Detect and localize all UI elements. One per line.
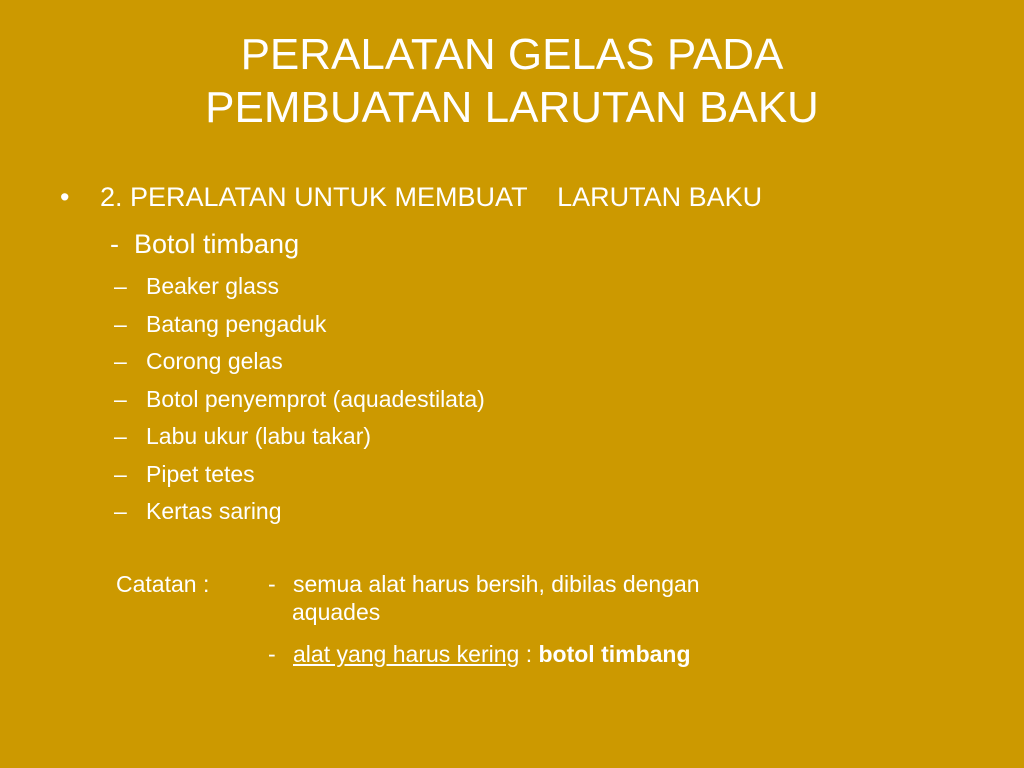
dash-icon: – (114, 460, 127, 487)
list-item (114, 456, 485, 494)
list-item (114, 343, 485, 381)
list-item (114, 381, 485, 419)
main-bullet (60, 180, 762, 214)
slide-title-line-1: PERALATAN GELAS PADA (240, 30, 784, 79)
note-label: Catatan : (116, 571, 210, 597)
note-line-1-text: semua alat harus bersih, dibilas dengan (293, 571, 700, 597)
list-item-label: Corong gelas (146, 348, 283, 374)
list-item-label: Beaker glass (146, 273, 279, 299)
list-item (114, 493, 485, 531)
note-line-2 (268, 640, 691, 668)
bullet-dot-icon: • (60, 182, 70, 212)
dash-icon: – (114, 273, 127, 299)
main-bullet-text: 2. PERALATAN UNTUK MEMBUAT LARUTAN BAKU (100, 182, 763, 212)
list-item-label: Kertas saring (146, 498, 282, 524)
slide-title (0, 28, 1024, 134)
equipment-list (114, 268, 485, 531)
dash-icon: – (114, 423, 127, 449)
list-item-label: Pipet tetes (146, 460, 255, 487)
note-dash: - (268, 641, 276, 667)
list-item (114, 306, 485, 344)
dash-icon: – (114, 498, 127, 524)
slide-title-line-2: PEMBUATAN LARUTAN BAKU (205, 83, 819, 132)
sub-item-botol-timbang: - Botol timbang (110, 229, 300, 259)
list-item-label: Labu ukur (labu takar) (146, 423, 372, 449)
note-underlined-text: alat yang harus kering (293, 641, 520, 667)
dash-icon: – (114, 310, 127, 337)
list-item-label: Botol penyemprot (aquadestilata) (146, 385, 485, 412)
list-item-label: Batang pengaduk (146, 310, 327, 337)
note-separator: : (519, 641, 539, 667)
list-item (114, 418, 485, 456)
note-dash: - (268, 571, 276, 597)
note-bold-text: botol timbang (538, 641, 691, 667)
note-line-1 (268, 570, 828, 626)
dash-icon: – (114, 385, 127, 412)
dash-icon: – (114, 348, 127, 374)
list-item (114, 268, 485, 306)
note-line-1-continuation: aquades (292, 599, 381, 625)
